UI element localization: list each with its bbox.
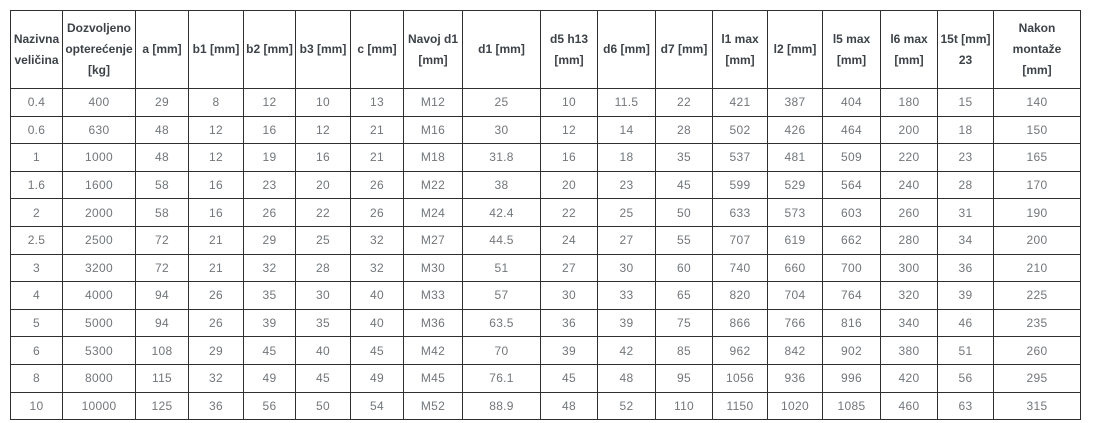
column-header-b3 <box>296 11 351 89</box>
table-cell-b2: 32 <box>244 254 296 282</box>
table-cell-d6: 52 <box>598 392 656 420</box>
table-cell-nazivna-velicina: 1 <box>11 144 63 172</box>
table-cell-a: 125 <box>136 392 189 420</box>
table-cell-d1: 44.5 <box>463 226 541 254</box>
table-cell-d1: 63.5 <box>463 309 541 337</box>
table-cell-l5-max: 509 <box>823 144 881 172</box>
column-header-line: d6 [mm] <box>603 42 650 56</box>
table-cell-15t: 63 <box>938 392 994 420</box>
table-cell-15t: 18 <box>938 116 994 144</box>
table-cell-d7: 28 <box>656 116 713 144</box>
table-cell-15t: 46 <box>938 309 994 337</box>
table-cell-navoj-d1: M42 <box>404 337 463 365</box>
column-header-line: d1 [mm] <box>478 42 525 56</box>
column-header-a <box>136 11 189 89</box>
table-cell-d5-h13: 16 <box>541 144 598 172</box>
table-cell-d7: 50 <box>656 199 713 227</box>
table-cell-l5-max: 764 <box>823 282 881 310</box>
table-cell-nakon-montaze: 225 <box>994 282 1081 310</box>
column-header-l6-max <box>881 11 938 89</box>
table-cell-navoj-d1: M33 <box>404 282 463 310</box>
table-cell-l1-max: 599 <box>713 171 768 199</box>
table-cell-l2: 426 <box>768 116 823 144</box>
table-cell-dozvoljeno-opterecenje: 1600 <box>63 171 136 199</box>
column-header-l2 <box>768 11 823 89</box>
table-cell-l5-max: 564 <box>823 171 881 199</box>
table-cell-d7: 60 <box>656 254 713 282</box>
table-cell-l2: 660 <box>768 254 823 282</box>
column-header-line: l2 [mm] <box>773 42 817 56</box>
table-cell-d6: 11.5 <box>598 89 656 117</box>
table-cell-a: 48 <box>136 116 189 144</box>
table-cell-dozvoljeno-opterecenje: 10000 <box>63 392 136 420</box>
table-cell-navoj-d1: M22 <box>404 171 463 199</box>
table-cell-c: 49 <box>351 364 404 392</box>
table-cell-navoj-d1: M36 <box>404 309 463 337</box>
table-cell-l2: 842 <box>768 337 823 365</box>
table-cell-l2: 704 <box>768 282 823 310</box>
column-header-line: veličina <box>14 52 59 67</box>
table-cell-l1-max: 1056 <box>713 364 768 392</box>
table-row <box>11 144 1081 172</box>
table-cell-l6-max: 300 <box>881 254 938 282</box>
column-header-line: Nakon montaže <box>1012 21 1062 56</box>
table-cell-navoj-d1: M16 <box>404 116 463 144</box>
table-row <box>11 254 1081 282</box>
table-cell-d1: 42.4 <box>463 199 541 227</box>
table-cell-nazivna-velicina: 3 <box>11 254 63 282</box>
table-cell-nazivna-velicina: 0.6 <box>11 116 63 144</box>
spec-table-body <box>11 89 1081 420</box>
column-header-line: [mm] <box>894 52 924 67</box>
table-cell-dozvoljeno-opterecenje: 5300 <box>63 337 136 365</box>
table-cell-d6: 48 <box>598 364 656 392</box>
table-cell-b1: 32 <box>189 364 244 392</box>
table-cell-l6-max: 380 <box>881 337 938 365</box>
table-cell-nakon-montaze: 295 <box>994 364 1081 392</box>
column-header-nakon-montaze <box>994 11 1081 89</box>
table-cell-15t: 23 <box>938 144 994 172</box>
column-header-line: [mm] <box>836 52 867 67</box>
table-cell-l1-max: 707 <box>713 226 768 254</box>
table-cell-d5-h13: 27 <box>541 254 598 282</box>
table-cell-d1: 70 <box>463 337 541 365</box>
table-cell-c: 26 <box>351 171 404 199</box>
table-cell-nazivna-velicina: 8 <box>11 364 63 392</box>
table-cell-navoj-d1: M18 <box>404 144 463 172</box>
table-cell-b1: 29 <box>189 337 244 365</box>
table-cell-l5-max: 464 <box>823 116 881 144</box>
table-cell-d5-h13: 12 <box>541 116 598 144</box>
table-cell-l6-max: 240 <box>881 171 938 199</box>
column-header-line: l6 max <box>890 31 928 46</box>
table-cell-a: 108 <box>136 337 189 365</box>
table-cell-b2: 19 <box>244 144 296 172</box>
table-cell-d7: 65 <box>656 282 713 310</box>
table-cell-l5-max: 700 <box>823 254 881 282</box>
table-cell-b3: 50 <box>296 392 351 420</box>
table-cell-dozvoljeno-opterecenje: 400 <box>63 89 136 117</box>
column-header-nazivna-velicina <box>11 11 63 89</box>
table-cell-a: 29 <box>136 89 189 117</box>
table-cell-l1-max: 866 <box>713 309 768 337</box>
column-header-l5-max <box>823 11 881 89</box>
table-cell-b3: 12 <box>296 116 351 144</box>
table-cell-dozvoljeno-opterecenje: 2000 <box>63 199 136 227</box>
table-cell-l5-max: 662 <box>823 226 881 254</box>
table-cell-d6: 25 <box>598 199 656 227</box>
column-header-line: Nazivna <box>13 31 60 46</box>
table-cell-c: 54 <box>351 392 404 420</box>
column-header-line: b1 [mm] <box>192 42 240 56</box>
table-cell-l6-max: 260 <box>881 199 938 227</box>
table-cell-b3: 20 <box>296 171 351 199</box>
table-cell-l1-max: 421 <box>713 89 768 117</box>
table-cell-nakon-montaze: 210 <box>994 254 1081 282</box>
column-header-d5-h13 <box>541 11 598 89</box>
table-cell-d6: 14 <box>598 116 656 144</box>
column-header-d7 <box>656 11 713 89</box>
table-cell-d1: 38 <box>463 171 541 199</box>
table-cell-c: 40 <box>351 309 404 337</box>
table-cell-b1: 12 <box>189 144 244 172</box>
column-header-l1-max <box>713 11 768 89</box>
table-cell-b1: 26 <box>189 309 244 337</box>
table-cell-l2: 619 <box>768 226 823 254</box>
table-cell-l2: 573 <box>768 199 823 227</box>
table-cell-b3: 16 <box>296 144 351 172</box>
table-cell-d6: 42 <box>598 337 656 365</box>
table-cell-dozvoljeno-opterecenje: 2500 <box>63 226 136 254</box>
table-cell-c: 21 <box>351 116 404 144</box>
table-cell-nazivna-velicina: 2 <box>11 199 63 227</box>
table-cell-d1: 51 <box>463 254 541 282</box>
column-header-line: 15t [mm] <box>940 31 991 46</box>
table-cell-l6-max: 180 <box>881 89 938 117</box>
table-cell-b1: 26 <box>189 282 244 310</box>
table-cell-a: 94 <box>136 282 189 310</box>
table-cell-l5-max: 902 <box>823 337 881 365</box>
table-cell-d1: 57 <box>463 282 541 310</box>
table-cell-b3: 25 <box>296 226 351 254</box>
table-cell-l6-max: 200 <box>881 116 938 144</box>
table-cell-d1: 76.1 <box>463 364 541 392</box>
table-cell-l1-max: 1150 <box>713 392 768 420</box>
table-cell-b2: 16 <box>244 116 296 144</box>
table-cell-c: 21 <box>351 144 404 172</box>
table-cell-dozvoljeno-opterecenje: 5000 <box>63 309 136 337</box>
table-cell-d5-h13: 30 <box>541 282 598 310</box>
table-cell-l1-max: 537 <box>713 144 768 172</box>
table-cell-d7: 35 <box>656 144 713 172</box>
table-row <box>11 226 1081 254</box>
table-cell-dozvoljeno-opterecenje: 8000 <box>63 364 136 392</box>
table-cell-d6: 33 <box>598 282 656 310</box>
table-cell-a: 72 <box>136 254 189 282</box>
table-cell-l6-max: 420 <box>881 364 938 392</box>
table-cell-l2: 529 <box>768 171 823 199</box>
table-cell-b1: 12 <box>189 116 244 144</box>
table-cell-a: 115 <box>136 364 189 392</box>
table-cell-a: 72 <box>136 226 189 254</box>
table-cell-15t: 28 <box>938 171 994 199</box>
column-header-line: [mm] <box>554 52 584 67</box>
spec-table <box>10 10 1081 420</box>
table-cell-navoj-d1: M45 <box>404 364 463 392</box>
column-header-c <box>351 11 404 89</box>
column-header-b1 <box>189 11 244 89</box>
table-cell-d6: 30 <box>598 254 656 282</box>
table-cell-b2: 49 <box>244 364 296 392</box>
table-cell-b1: 21 <box>189 254 244 282</box>
table-cell-b1: 21 <box>189 226 244 254</box>
table-cell-d7: 75 <box>656 309 713 337</box>
column-header-line: c [mm] <box>357 42 397 56</box>
table-cell-d7: 85 <box>656 337 713 365</box>
table-cell-15t: 56 <box>938 364 994 392</box>
table-row <box>11 337 1081 365</box>
table-cell-d5-h13: 48 <box>541 392 598 420</box>
table-cell-b3: 45 <box>296 364 351 392</box>
column-header-line: [mm] <box>725 52 755 67</box>
column-header-line: 23 <box>958 52 973 67</box>
header-row <box>11 11 1081 89</box>
table-cell-c: 40 <box>351 282 404 310</box>
table-cell-l1-max: 962 <box>713 337 768 365</box>
table-cell-dozvoljeno-opterecenje: 3200 <box>63 254 136 282</box>
table-cell-d5-h13: 39 <box>541 337 598 365</box>
table-cell-b2: 39 <box>244 309 296 337</box>
table-cell-a: 94 <box>136 309 189 337</box>
table-cell-d5-h13: 10 <box>541 89 598 117</box>
table-cell-a: 58 <box>136 171 189 199</box>
table-cell-nakon-montaze: 140 <box>994 89 1081 117</box>
table-cell-d6: 23 <box>598 171 656 199</box>
table-cell-nakon-montaze: 190 <box>994 199 1081 227</box>
table-cell-b3: 30 <box>296 282 351 310</box>
table-cell-l5-max: 816 <box>823 309 881 337</box>
table-cell-l1-max: 633 <box>713 199 768 227</box>
table-cell-d6: 18 <box>598 144 656 172</box>
table-cell-nakon-montaze: 260 <box>994 337 1081 365</box>
table-cell-navoj-d1: M27 <box>404 226 463 254</box>
table-cell-d6: 27 <box>598 226 656 254</box>
table-cell-navoj-d1: M30 <box>404 254 463 282</box>
table-cell-d6: 39 <box>598 309 656 337</box>
table-cell-c: 26 <box>351 199 404 227</box>
table-cell-navoj-d1: M24 <box>404 199 463 227</box>
table-cell-nakon-montaze: 170 <box>994 171 1081 199</box>
table-cell-c: 32 <box>351 226 404 254</box>
table-cell-l6-max: 220 <box>881 144 938 172</box>
table-cell-d5-h13: 22 <box>541 199 598 227</box>
table-cell-l6-max: 340 <box>881 309 938 337</box>
table-cell-b1: 36 <box>189 392 244 420</box>
column-header-line: opterećenje <box>65 42 133 56</box>
table-cell-d5-h13: 24 <box>541 226 598 254</box>
column-header-d1 <box>463 11 541 89</box>
table-row <box>11 364 1081 392</box>
table-cell-b3: 10 <box>296 89 351 117</box>
table-cell-navoj-d1: M52 <box>404 392 463 420</box>
table-cell-nazivna-velicina: 0.4 <box>11 89 63 117</box>
table-cell-c: 13 <box>351 89 404 117</box>
column-header-line: d7 [mm] <box>660 42 708 56</box>
table-cell-l2: 481 <box>768 144 823 172</box>
column-header-dozvoljeno-opterecenje <box>63 11 136 89</box>
column-header-line: d5 h13 <box>549 31 588 46</box>
table-cell-navoj-d1: M12 <box>404 89 463 117</box>
table-cell-15t: 15 <box>938 89 994 117</box>
table-cell-b3: 40 <box>296 337 351 365</box>
column-header-line: a [mm] <box>142 42 182 56</box>
table-cell-l6-max: 320 <box>881 282 938 310</box>
table-row <box>11 309 1081 337</box>
table-cell-b2: 12 <box>244 89 296 117</box>
table-cell-l2: 766 <box>768 309 823 337</box>
table-cell-b3: 22 <box>296 199 351 227</box>
table-cell-l2: 387 <box>768 89 823 117</box>
table-cell-b1: 16 <box>189 171 244 199</box>
column-header-d6 <box>598 11 656 89</box>
table-cell-b2: 45 <box>244 337 296 365</box>
table-cell-b2: 56 <box>244 392 296 420</box>
table-cell-l6-max: 460 <box>881 392 938 420</box>
column-header-line: b3 [mm] <box>299 42 347 56</box>
table-cell-l5-max: 996 <box>823 364 881 392</box>
table-cell-l1-max: 502 <box>713 116 768 144</box>
table-cell-nazivna-velicina: 2.5 <box>11 226 63 254</box>
table-cell-nazivna-velicina: 10 <box>11 392 63 420</box>
table-cell-a: 58 <box>136 199 189 227</box>
table-cell-c: 45 <box>351 337 404 365</box>
column-header-15t <box>938 11 994 89</box>
table-cell-d1: 31.8 <box>463 144 541 172</box>
table-row <box>11 171 1081 199</box>
table-cell-15t: 34 <box>938 226 994 254</box>
table-cell-b3: 35 <box>296 309 351 337</box>
table-cell-d1: 25 <box>463 89 541 117</box>
table-cell-d5-h13: 45 <box>541 364 598 392</box>
table-cell-nazivna-velicina: 1.6 <box>11 171 63 199</box>
table-cell-c: 32 <box>351 254 404 282</box>
table-cell-d7: 95 <box>656 364 713 392</box>
table-cell-15t: 39 <box>938 282 994 310</box>
column-header-line: b2 [mm] <box>246 42 293 56</box>
table-cell-l5-max: 404 <box>823 89 881 117</box>
table-cell-d7: 22 <box>656 89 713 117</box>
table-cell-nazivna-velicina: 4 <box>11 282 63 310</box>
column-header-line: [mm] <box>1022 63 1052 77</box>
table-cell-nakon-montaze: 315 <box>994 392 1081 420</box>
table-row <box>11 89 1081 117</box>
table-cell-15t: 51 <box>938 337 994 365</box>
column-header-b2 <box>244 11 296 89</box>
column-header-line: l5 max <box>832 31 871 46</box>
table-cell-b1: 16 <box>189 199 244 227</box>
table-cell-a: 48 <box>136 144 189 172</box>
table-row <box>11 282 1081 310</box>
table-cell-nakon-montaze: 165 <box>994 144 1081 172</box>
table-cell-dozvoljeno-opterecenje: 4000 <box>63 282 136 310</box>
table-cell-d1: 88.9 <box>463 392 541 420</box>
table-cell-15t: 36 <box>938 254 994 282</box>
column-header-line: [mm] <box>418 52 448 67</box>
table-cell-d5-h13: 36 <box>541 309 598 337</box>
table-cell-d7: 110 <box>656 392 713 420</box>
table-row <box>11 392 1081 420</box>
table-cell-l1-max: 820 <box>713 282 768 310</box>
table-cell-l2: 1020 <box>768 392 823 420</box>
table-cell-d5-h13: 20 <box>541 171 598 199</box>
table-cell-l2: 936 <box>768 364 823 392</box>
table-cell-d7: 55 <box>656 226 713 254</box>
table-cell-b2: 35 <box>244 282 296 310</box>
table-cell-dozvoljeno-opterecenje: 630 <box>63 116 136 144</box>
table-cell-nazivna-velicina: 5 <box>11 309 63 337</box>
table-cell-l1-max: 740 <box>713 254 768 282</box>
table-cell-nazivna-velicina: 6 <box>11 337 63 365</box>
table-cell-dozvoljeno-opterecenje: 1000 <box>63 144 136 172</box>
table-cell-b2: 23 <box>244 171 296 199</box>
table-cell-b2: 26 <box>244 199 296 227</box>
table-cell-nakon-montaze: 200 <box>994 226 1081 254</box>
table-cell-b1: 8 <box>189 89 244 117</box>
column-header-line: [kg] <box>88 63 110 77</box>
table-cell-nakon-montaze: 150 <box>994 116 1081 144</box>
table-cell-d7: 45 <box>656 171 713 199</box>
table-cell-b3: 28 <box>296 254 351 282</box>
table-row <box>11 116 1081 144</box>
spec-table-header <box>11 11 1081 89</box>
table-cell-15t: 31 <box>938 199 994 227</box>
table-cell-nakon-montaze: 235 <box>994 309 1081 337</box>
column-header-navoj-d1 <box>404 11 463 89</box>
column-header-line: Navoj d1 <box>407 31 458 46</box>
table-cell-l5-max: 603 <box>823 199 881 227</box>
column-header-line: l1 max <box>721 31 759 46</box>
table-row <box>11 199 1081 227</box>
table-cell-d1: 30 <box>463 116 541 144</box>
table-cell-b2: 29 <box>244 226 296 254</box>
column-header-line: Dozvoljeno <box>66 21 131 35</box>
table-cell-l6-max: 280 <box>881 226 938 254</box>
table-cell-l5-max: 1085 <box>823 392 881 420</box>
